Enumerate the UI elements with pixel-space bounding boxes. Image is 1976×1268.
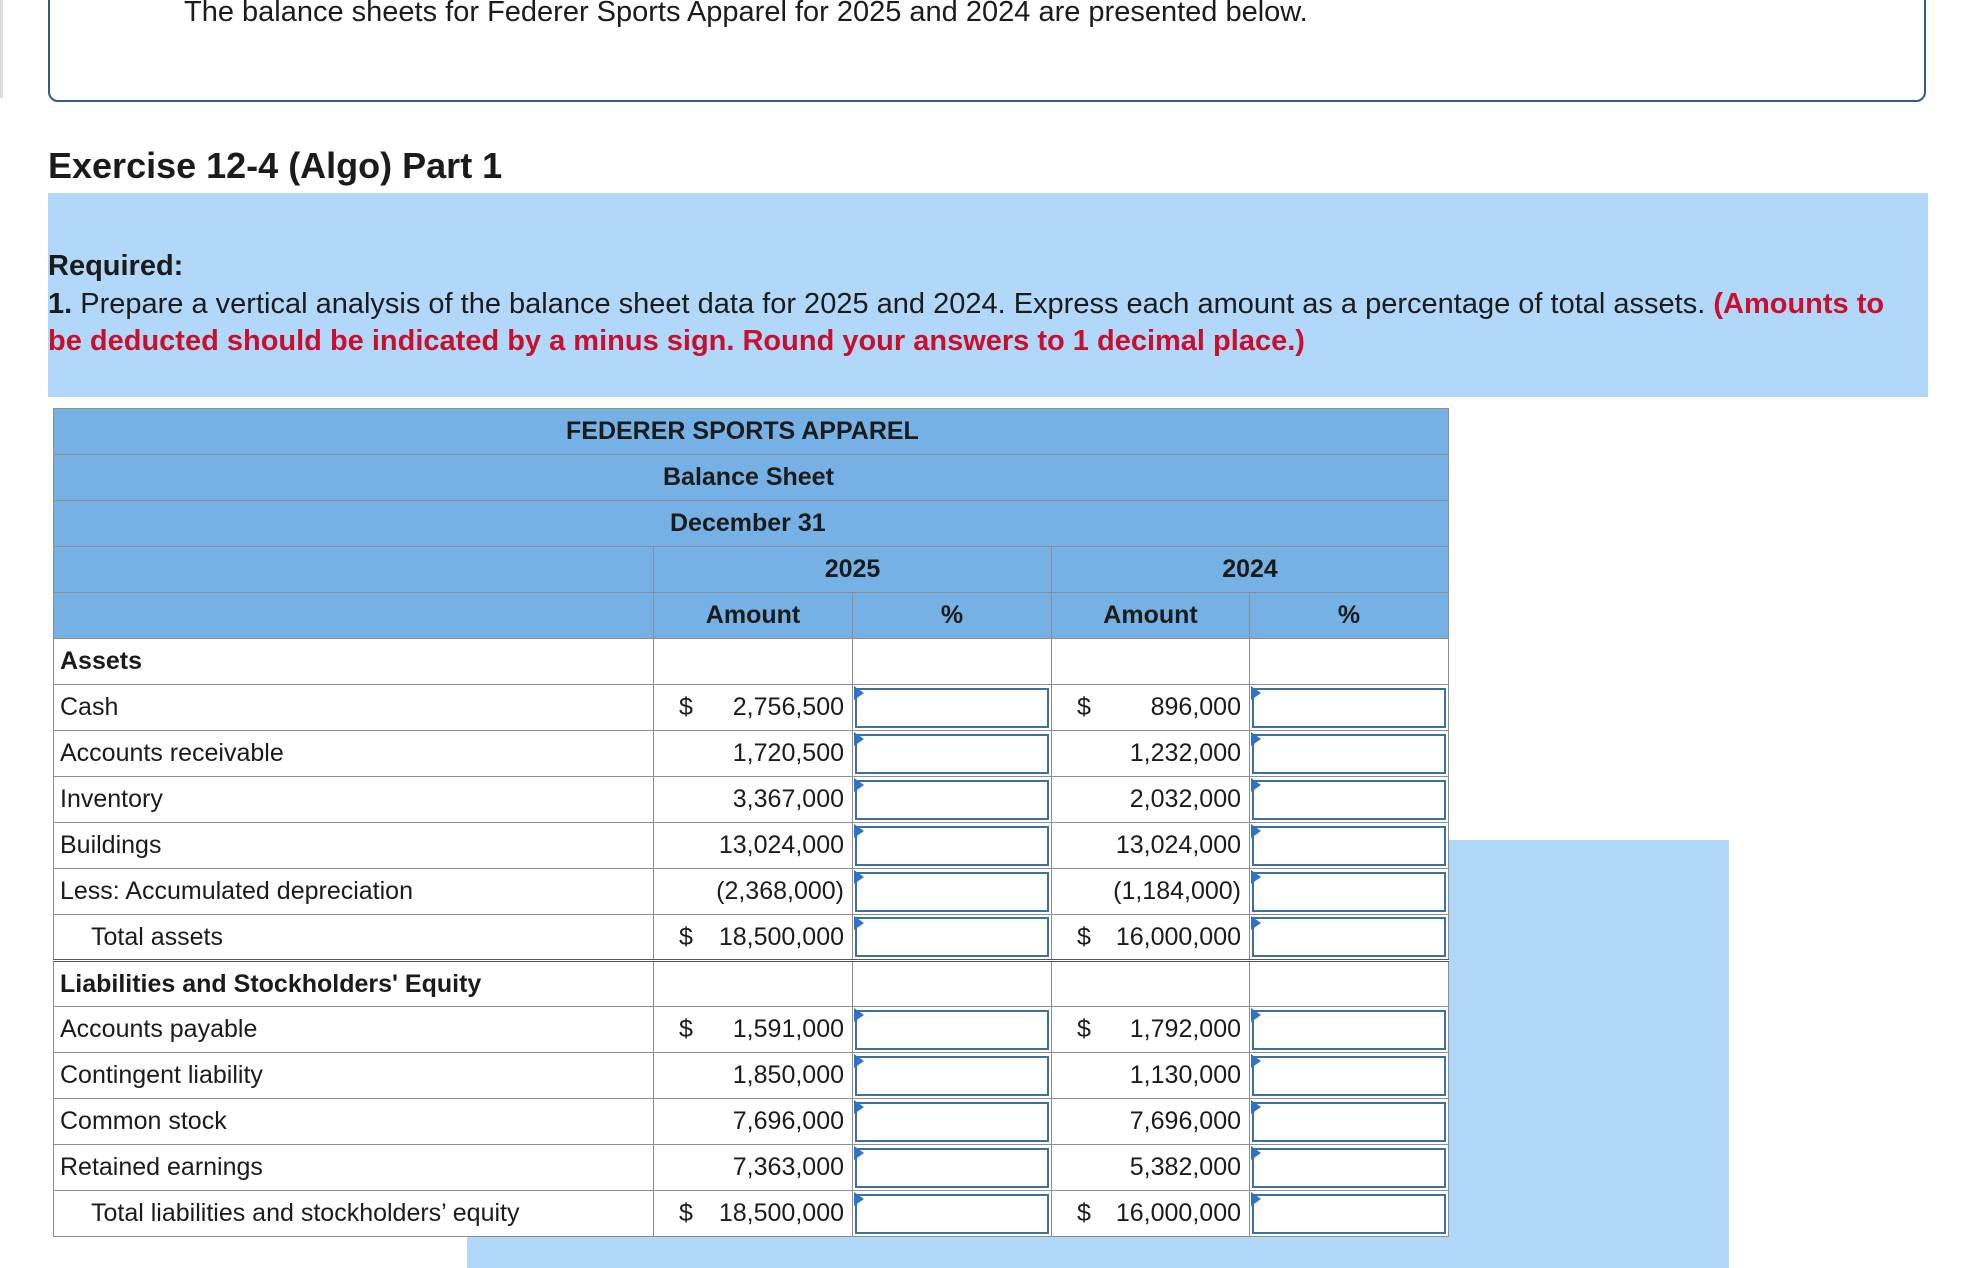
row-label: Retained earnings [54,1145,654,1191]
amount-2024 [1052,777,1250,823]
percent-2025-input[interactable] [855,780,1049,820]
col-percent-2024: % [1250,593,1449,639]
amount-2024 [1052,1099,1250,1145]
amount-2024-value: 5,382,000 [1129,1153,1241,1181]
required-number: 1. [48,288,73,320]
amount-2024-value: 1,130,000 [1129,1061,1241,1089]
statement-date: December 31 [54,501,1449,547]
percent-2024-input[interactable] [1252,1194,1446,1234]
amount-2025-value: 1,591,000 [732,1015,844,1043]
amount-2024 [1052,1053,1250,1099]
percent-2024-cell [1250,685,1449,731]
percent-2025-cell [853,823,1052,869]
percent-2024-cell [1250,1145,1449,1191]
header-date-row [54,501,1449,547]
asset-row [54,823,1449,869]
amount-2025 [654,777,853,823]
percent-2025-cell [853,1145,1052,1191]
amount-2024 [1052,915,1250,961]
asset-row [54,685,1449,731]
dollar-sign: $ [679,922,693,951]
amount-2025-value: 7,363,000 [732,1153,844,1181]
amount-2025 [654,1053,853,1099]
required-note: (Amounts to be deducted should be indicated by a minus sign. Round your answers to 1 decimal place.) [48,288,1885,357]
amount-2024 [1052,823,1250,869]
percent-2024-input[interactable] [1252,1056,1446,1096]
percent-2024-input[interactable] [1252,734,1446,774]
percent-2024-input[interactable] [1252,780,1446,820]
percent-2024-input[interactable] [1252,1148,1446,1188]
empty-cell [1250,961,1449,1007]
dollar-sign: $ [1077,693,1091,721]
row-label: Buildings [54,823,654,869]
amount-2025 [654,1191,853,1237]
required-panel [48,193,1928,397]
amount-2025-value: 7,696,000 [732,1107,844,1135]
liability-row [54,1007,1449,1053]
empty-cell [654,961,853,1007]
percent-2024-input[interactable] [1252,1010,1446,1050]
percent-2024-cell [1250,1099,1449,1145]
asset-row [54,731,1449,777]
intro-panel [48,0,1926,102]
exercise-title: Exercise 12-4 (Algo) Part 1 [48,145,503,186]
intro-text: The balance sheets for Federer Sports Apparel for 2025 and 2024 are presented below. [184,0,1308,28]
row-label: Inventory [54,777,654,823]
amount-2024 [1052,1007,1250,1053]
amount-2024-value: 1,232,000 [1129,739,1241,767]
percent-2025-input[interactable] [855,1194,1049,1234]
required-instruction: Prepare a vertical analysis of the balance sheet data for 2025 and 2024. Express each amount as a percentage of total assets. [80,288,1706,320]
empty-cell [1250,639,1449,685]
percent-2024-input[interactable] [1252,688,1446,728]
row-label: Total assets [54,915,654,961]
total-assets-row [54,915,1449,961]
percent-2025-cell [853,1053,1052,1099]
amount-2025 [654,869,853,915]
percent-2025-cell [853,685,1052,731]
percent-2025-input[interactable] [855,1148,1049,1188]
amount-2025-value: 18,500,000 [718,922,844,951]
header-statement-row [54,455,1449,501]
row-label: Total liabilities and stockholders’ equity [54,1191,654,1237]
amount-2025-value: (2,368,000) [716,877,844,905]
dollar-sign: $ [1077,1015,1091,1043]
percent-2025-cell [853,731,1052,777]
col-percent-2025: % [853,593,1052,639]
header-year-row [54,547,1449,593]
row-label: Less: Accumulated depreciation [54,869,654,915]
percent-2025-cell [853,1007,1052,1053]
amount-2025-value: 1,850,000 [732,1061,844,1089]
liabilities-heading-row [54,961,1449,1007]
amount-2024-value: 16,000,000 [1115,1199,1241,1227]
percent-2025-cell [853,777,1052,823]
amount-2025 [654,915,853,961]
percent-2024-cell [1250,869,1449,915]
empty-cell [853,639,1052,685]
percent-2024-input[interactable] [1252,1102,1446,1142]
row-label: Accounts receivable [54,731,654,777]
amount-2025-value: 3,367,000 [732,785,844,813]
amount-2025-value: 18,500,000 [718,1199,844,1227]
percent-2025-input[interactable] [855,872,1049,912]
percent-2025-cell [853,869,1052,915]
percent-2024-cell [1250,1191,1449,1237]
percent-2024-cell [1250,1007,1449,1053]
amount-2025-value: 1,720,500 [732,739,844,767]
amount-2025 [654,685,853,731]
dollar-sign: $ [1077,1199,1091,1227]
header-column-row [54,593,1449,639]
dollar-sign: $ [679,693,693,721]
percent-2025-input[interactable] [855,1056,1049,1096]
assets-heading-row [54,639,1449,685]
percent-2025-input[interactable] [855,1102,1049,1142]
left-edge-divider [0,0,3,98]
percent-2024-cell [1250,915,1449,961]
percent-2024-cell [1250,823,1449,869]
statement-name: Balance Sheet [54,455,1449,501]
percent-2024-input[interactable] [1252,826,1446,866]
liabilities-heading: Liabilities and Stockholders' Equity [54,961,654,1007]
required-heading: Required: [48,250,184,282]
empty-cell [654,639,853,685]
required-text [48,286,1908,360]
amount-2024-value: (1,184,000) [1113,877,1241,905]
row-label: Cash [54,685,654,731]
percent-2024-cell [1250,1053,1449,1099]
liability-row [54,1145,1449,1191]
amount-2025 [654,1007,853,1053]
dollar-sign: $ [1077,922,1091,951]
amount-2025-value: 13,024,000 [718,831,844,859]
amount-2024 [1052,1145,1250,1191]
amount-2025 [654,731,853,777]
percent-2025-cell [853,1099,1052,1145]
amount-2025 [654,1145,853,1191]
percent-2025-input[interactable] [855,734,1049,774]
company-name: FEDERER SPORTS APPAREL [54,409,1449,455]
assets-heading: Assets [54,639,654,685]
percent-2024-input[interactable] [1252,872,1446,912]
amount-2024-value: 16,000,000 [1115,922,1241,951]
liability-row [54,1099,1449,1145]
empty-cell [1052,961,1250,1007]
percent-2024-cell [1250,777,1449,823]
empty-cell [1052,639,1250,685]
amount-2024-value: 7,696,000 [1129,1107,1241,1135]
empty-cell [853,961,1052,1007]
amount-2025 [654,1099,853,1145]
total-liabilities-row [54,1191,1449,1237]
amount-2025-value: 2,756,500 [732,693,844,721]
percent-2025-input[interactable] [855,917,1049,957]
amount-2024 [1052,1191,1250,1237]
percent-2024-cell [1250,731,1449,777]
row-label: Contingent liability [54,1053,654,1099]
year-2025: 2025 [654,547,1052,593]
year-2024: 2024 [1052,547,1449,593]
asset-row [54,869,1449,915]
percent-2024-input[interactable] [1252,917,1446,957]
amount-2024 [1052,869,1250,915]
balance-sheet-table [53,408,1449,1237]
asset-row [54,777,1449,823]
percent-2025-cell [853,915,1052,961]
percent-2025-input[interactable] [855,1010,1049,1050]
row-label: Accounts payable [54,1007,654,1053]
amount-2024-value: 1,792,000 [1129,1015,1241,1043]
amount-2025 [654,823,853,869]
percent-2025-cell [853,1191,1052,1237]
amount-2024 [1052,685,1250,731]
dollar-sign: $ [679,1015,693,1043]
percent-2025-input[interactable] [855,826,1049,866]
dollar-sign: $ [679,1199,693,1227]
col-amount-2024: Amount [1052,593,1250,639]
col-amount-2025: Amount [654,593,853,639]
amount-2024-value: 13,024,000 [1115,831,1241,859]
percent-2025-input[interactable] [855,688,1049,728]
liability-row [54,1053,1449,1099]
row-label: Common stock [54,1099,654,1145]
header-blank [54,593,654,639]
header-company-row [54,409,1449,455]
amount-2024 [1052,731,1250,777]
amount-2024-value: 2,032,000 [1129,785,1241,813]
amount-2024-value: 896,000 [1150,693,1241,721]
header-blank [54,547,654,593]
